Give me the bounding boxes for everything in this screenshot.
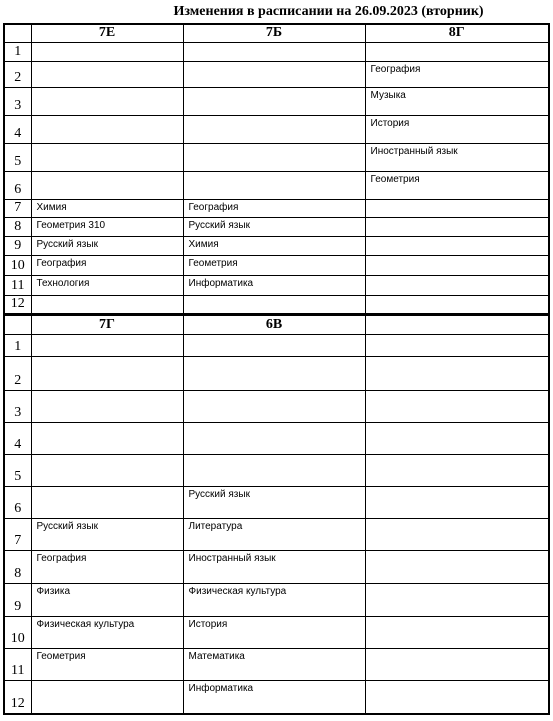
subject-cell: Химия — [31, 199, 183, 217]
subject-cell — [365, 275, 549, 295]
lesson-number: 2 — [4, 356, 31, 390]
subject-cell — [365, 583, 549, 616]
subject-cell — [365, 42, 549, 61]
subject-cell — [183, 87, 365, 115]
subject-cell: Музыка — [365, 87, 549, 115]
table-row — [4, 454, 549, 486]
lesson-number: 4 — [4, 422, 31, 454]
subject-cell — [31, 486, 183, 518]
subject-cell — [183, 171, 365, 199]
subject-cell — [183, 143, 365, 171]
page-title: Изменения в расписании на 26.09.2023 (вторник) — [173, 4, 484, 19]
table-row — [4, 356, 549, 390]
subject-cell — [365, 390, 549, 422]
table-row — [4, 583, 549, 616]
class-header: 6В — [183, 314, 365, 334]
subject-cell — [31, 334, 183, 356]
subject-cell: Математика — [183, 648, 365, 680]
lesson-number: 9 — [4, 583, 31, 616]
subject-cell — [31, 171, 183, 199]
subject-cell — [365, 334, 549, 356]
subject-cell: История — [183, 616, 365, 648]
subject-cell — [31, 143, 183, 171]
block1-header-row — [4, 24, 549, 42]
subject-cell: Технология — [31, 275, 183, 295]
class-header: 7Е — [31, 24, 183, 42]
lesson-number: 11 — [4, 275, 31, 295]
table-row — [4, 550, 549, 583]
lesson-number: 2 — [4, 61, 31, 87]
subject-cell: Литература — [183, 518, 365, 550]
subject-cell — [31, 61, 183, 87]
subject-cell — [183, 356, 365, 390]
subject-cell — [365, 518, 549, 550]
class-header: 7Г — [31, 314, 183, 334]
subject-cell — [365, 648, 549, 680]
subject-cell — [365, 680, 549, 714]
table-row — [4, 680, 549, 714]
subject-cell: Иностранный язык — [183, 550, 365, 583]
lesson-number: 4 — [4, 115, 31, 143]
subject-cell — [31, 115, 183, 143]
lesson-number: 1 — [4, 42, 31, 61]
subject-cell: Физическая культура — [31, 616, 183, 648]
lesson-number: 11 — [4, 648, 31, 680]
subject-cell — [31, 680, 183, 714]
table-row — [4, 115, 549, 143]
subject-cell: Иностранный язык — [365, 143, 549, 171]
subject-cell: География — [365, 61, 549, 87]
subject-cell: Геометрия — [183, 255, 365, 275]
subject-cell — [365, 486, 549, 518]
subject-cell — [365, 454, 549, 486]
lesson-number: 10 — [4, 616, 31, 648]
table-row — [4, 616, 549, 648]
subject-cell — [31, 454, 183, 486]
subject-cell — [365, 422, 549, 454]
table-row — [4, 217, 549, 236]
subject-cell: Геометрия 310 — [31, 217, 183, 236]
subject-cell: Русский язык — [183, 486, 365, 518]
table-row — [4, 486, 549, 518]
table-row — [4, 236, 549, 255]
subject-cell: Химия — [183, 236, 365, 255]
subject-cell: География — [31, 550, 183, 583]
subject-cell — [365, 199, 549, 217]
subject-cell: География — [31, 255, 183, 275]
subject-cell: Русский язык — [183, 217, 365, 236]
subject-cell — [31, 356, 183, 390]
class-header: 8Г — [365, 24, 549, 42]
subject-cell — [183, 61, 365, 87]
subject-cell — [365, 550, 549, 583]
table-row — [4, 61, 549, 87]
subject-cell — [183, 422, 365, 454]
lesson-number: 12 — [4, 680, 31, 714]
subject-cell — [365, 616, 549, 648]
subject-cell: Физика — [31, 583, 183, 616]
subject-cell — [183, 454, 365, 486]
subject-cell — [183, 42, 365, 61]
lesson-number: 12 — [4, 295, 31, 314]
lesson-number: 8 — [4, 217, 31, 236]
class-header — [365, 314, 549, 334]
table-row — [4, 275, 549, 295]
corner-cell — [4, 314, 31, 334]
subject-cell — [31, 422, 183, 454]
table-row — [4, 143, 549, 171]
subject-cell — [183, 295, 365, 314]
table-row — [4, 42, 549, 61]
subject-cell — [365, 236, 549, 255]
lesson-number: 1 — [4, 334, 31, 356]
lesson-number: 10 — [4, 255, 31, 275]
subject-cell: География — [183, 199, 365, 217]
lesson-number: 5 — [4, 143, 31, 171]
table-row — [4, 422, 549, 454]
table-row — [4, 87, 549, 115]
subject-cell — [31, 295, 183, 314]
subject-cell — [365, 356, 549, 390]
subject-cell — [183, 115, 365, 143]
corner-cell — [4, 24, 31, 42]
subject-cell — [365, 255, 549, 275]
lesson-number: 9 — [4, 236, 31, 255]
subject-cell: История — [365, 115, 549, 143]
table-row — [4, 648, 549, 680]
subject-cell: Физическая культура — [183, 583, 365, 616]
subject-cell — [31, 42, 183, 61]
table-row — [4, 390, 549, 422]
lesson-number: 7 — [4, 518, 31, 550]
lesson-number: 3 — [4, 87, 31, 115]
lesson-number: 7 — [4, 199, 31, 217]
subject-cell — [31, 390, 183, 422]
table-row — [4, 518, 549, 550]
subject-cell — [365, 295, 549, 314]
subject-cell: Русский язык — [31, 518, 183, 550]
block2-header-row — [4, 314, 549, 334]
subject-cell — [183, 334, 365, 356]
subject-cell: Русский язык — [31, 236, 183, 255]
table-row — [4, 199, 549, 217]
lesson-number: 6 — [4, 486, 31, 518]
subject-cell — [183, 390, 365, 422]
subject-cell: Геометрия — [31, 648, 183, 680]
table-row — [4, 255, 549, 275]
subject-cell: Информатика — [183, 680, 365, 714]
schedule-table — [3, 23, 550, 715]
table-row — [4, 295, 549, 314]
lesson-number: 3 — [4, 390, 31, 422]
lesson-number: 5 — [4, 454, 31, 486]
subject-cell: Геометрия — [365, 171, 549, 199]
class-header: 7Б — [183, 24, 365, 42]
lesson-number: 8 — [4, 550, 31, 583]
lesson-number: 6 — [4, 171, 31, 199]
subject-cell — [31, 87, 183, 115]
table-row — [4, 334, 549, 356]
subject-cell: Информатика — [183, 275, 365, 295]
subject-cell — [365, 217, 549, 236]
table-row — [4, 171, 549, 199]
